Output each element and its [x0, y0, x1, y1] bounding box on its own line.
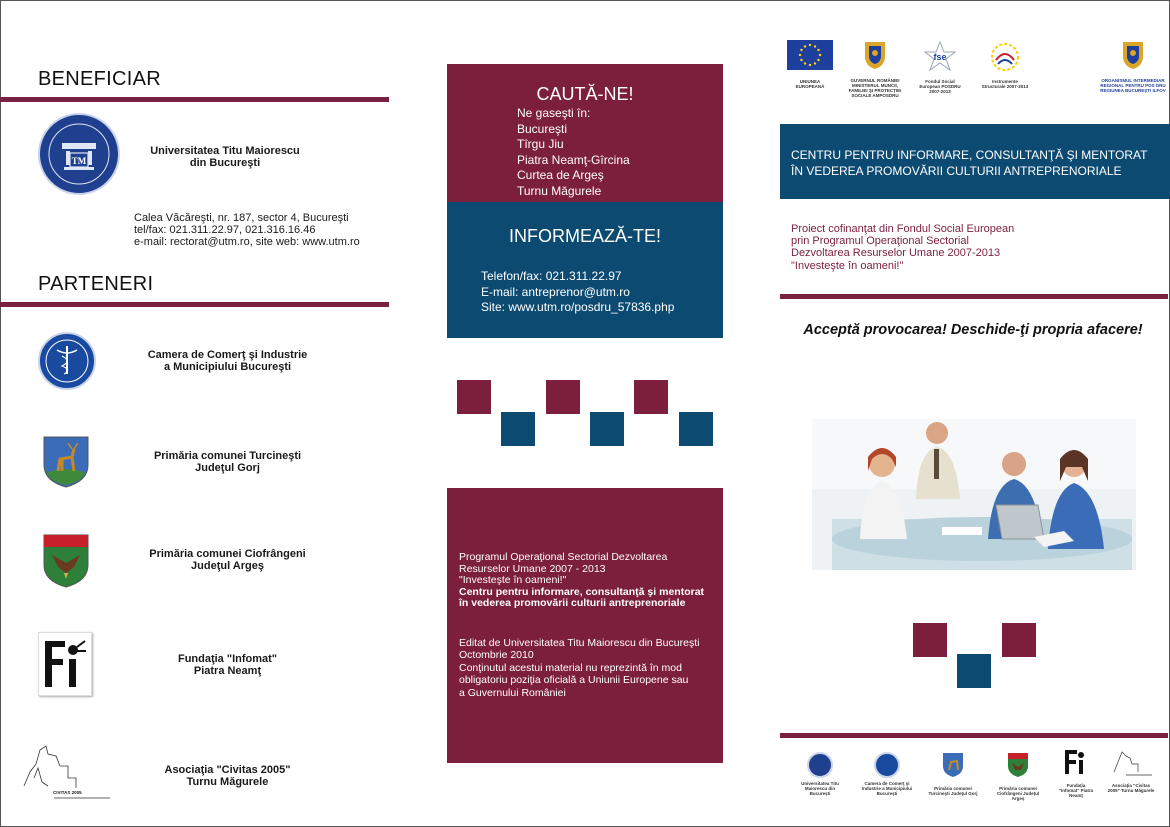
romania-coat-of-arms-icon — [1100, 40, 1166, 70]
partner-5-line2: Turnu Măgurele — [186, 776, 269, 788]
partner-4-line1: Fundaţia "Infomat" — [177, 653, 278, 665]
intermediate-body-caption: ORGANISMUL INTERMEDIAR REGIONAL PENTRU POS DRU REGIUNEA BUCUREŞTI ILFOV — [1100, 78, 1166, 93]
bottom-logo-caption: Primăria comunei Ciofrângeni Judeţul Argeş — [996, 786, 1040, 801]
partner-2-name — [140, 450, 315, 474]
caduceus-small-icon — [874, 752, 900, 778]
bottom-logo-civitas — [1106, 748, 1156, 794]
university-name — [140, 145, 310, 169]
eagle-shield-small-icon — [993, 752, 1043, 778]
utm-emblem-icon — [40, 115, 118, 193]
parteneri-rule — [0, 302, 389, 307]
civitas-logo — [20, 742, 110, 800]
fse-logo — [915, 40, 965, 94]
partner-1-name — [140, 349, 315, 373]
address-text: Calea Văcăreşti, nr. 187, sector 4, Bucureşti — [134, 212, 349, 224]
edited-line: a Guvernului României — [459, 686, 566, 699]
decor-square-maroon — [546, 380, 580, 414]
contact-block — [481, 269, 674, 316]
structural-caption: Instrumente Structurale 2007-2013 — [981, 79, 1029, 89]
romanian-government-logo — [845, 40, 905, 98]
office-people-illustration — [812, 419, 1136, 570]
partner-2-line1: Primăria comunei Turcineşti — [153, 450, 302, 462]
svg-text:fse: fse — [933, 52, 947, 62]
government-caption: GUVERNUL ROMÂNIEI MINISTERUL MUNCII, FAMILIEI ŞI PROTECŢIEI SOCIALE AMPOSDRU — [848, 78, 902, 98]
fi-logo-icon — [39, 633, 91, 695]
centre-title-line: Centru pentru informare, consultanţă şi mentorat — [459, 585, 705, 598]
decor-square-blue — [957, 654, 991, 688]
centre-title-line: în vederea promovării culturii antreprenoriale — [459, 597, 686, 610]
edited-line: Octombrie 2010 — [459, 649, 534, 662]
project-line: prin Programul Operaţional Sectorial — [791, 235, 969, 248]
location-item: Tîrgu Jiu — [517, 137, 564, 152]
deer-shield-small-icon — [928, 752, 978, 778]
banner-line2: ÎN VEDEREA PROMOVĂRII CULTURII ANTREPRENORIALE — [791, 164, 1122, 178]
contact-email: E-mail: antreprenor@utm.ro — [481, 284, 630, 299]
university-name-line2: din Bucureşti — [189, 157, 261, 169]
decor-square-blue — [679, 412, 713, 446]
centre-banner-text — [791, 147, 1169, 179]
partner-5-line1: Asociaţia "Civitas 2005" — [164, 764, 291, 776]
location-item: Bucureşti — [517, 121, 568, 136]
contact-phone: Telefon/fax: 021.311.22.97 — [481, 269, 622, 283]
partner-3-line2: Judeţul Argeş — [191, 560, 264, 572]
partner-1-line1: Camera de Comerţ şi Industrie — [147, 349, 308, 361]
project-line: "Investeşte în oameni!" — [791, 259, 904, 272]
banner-line1: CENTRU PENTRU INFORMARE, CONSULTANŢĂ ŞI MENTORAT — [791, 148, 1148, 162]
structural-instruments-logo — [980, 40, 1030, 90]
decor-square-blue — [590, 412, 624, 446]
utm-logo — [38, 113, 120, 195]
edited-text — [459, 637, 721, 699]
svg-text:TM: TM — [71, 156, 87, 166]
partner-5-name — [140, 764, 315, 788]
bottom-logo-utm — [795, 752, 845, 794]
fi-small-icon — [1058, 748, 1094, 776]
edited-line: Conţinutul acestui material nu reprezintă în mod — [459, 661, 682, 674]
civitas-caption: CIVITAS 2005 — [53, 790, 82, 795]
infomat-logo — [38, 632, 92, 696]
fse-star-icon — [915, 40, 965, 74]
beneficiar-heading: BENEFICIAR — [38, 68, 162, 90]
programme-line: "Investeşte în oameni!" — [459, 574, 567, 587]
partner-1-line2: a Municipiului Bucureşti — [163, 361, 292, 373]
decor-square-maroon — [913, 623, 947, 657]
bottom-logo-caption: Asociaţia "Civitas 2005" Turnu Măgurele — [1107, 783, 1155, 793]
right-rule-top — [780, 294, 1168, 299]
parteneri-heading: PARTENERI — [38, 273, 154, 295]
programme-line: Resurselor Umane 2007 - 2013 — [459, 562, 606, 575]
edited-line: obligatoriu poziţia oficială a Uniunii Europene sau — [459, 674, 689, 687]
eu-caption: UNIUNEA EUROPEANĂ — [795, 79, 825, 89]
bottom-logo-caption: Universitatea Titu Maiorescu din Bucureşti — [801, 781, 839, 796]
beneficiar-rule — [0, 97, 389, 102]
partner-4-line2: Piatra Neamţ — [193, 665, 262, 677]
programme-line: Programul Operaţional Sectorial Dezvoltarea — [459, 551, 668, 563]
business-team-photo — [812, 419, 1136, 570]
contact-site: Site: www.utm.ro/posdru_57836.php — [481, 300, 675, 314]
structural-instruments-icon — [980, 40, 1030, 74]
phone-text: tel/fax: 021.311.22.97, 021.316.16.46 — [134, 224, 316, 236]
deer-shield-icon — [42, 435, 90, 489]
eagle-shield-icon — [42, 533, 90, 589]
romania-coat-of-arms-icon — [845, 40, 905, 70]
centre-banner — [780, 124, 1170, 199]
partner-3-line1: Primăria comunei Ciofrângeni — [149, 548, 306, 560]
university-contact — [134, 212, 384, 248]
location-item: Curtea de Argeş — [517, 168, 604, 183]
bottom-logo-infomat — [1058, 748, 1094, 798]
intermediate-body-logo — [1100, 40, 1166, 98]
decor-square-maroon — [634, 380, 668, 414]
bottom-logo-caption: Camera de Comerţ şi Industrie a Municipiului Bucureşti — [861, 781, 913, 796]
informeaza-title: INFORMEAZĂ-TE! — [509, 226, 661, 246]
bottom-logo-ciofrangeni — [993, 752, 1043, 801]
programme-text — [459, 552, 721, 610]
cauta-title: CAUTĂ-NE! — [536, 84, 634, 104]
decor-square-blue — [501, 412, 535, 446]
cauta-panel — [447, 64, 723, 202]
bottom-logo-turcinesti — [928, 752, 978, 794]
partner-3-name — [140, 548, 315, 572]
project-text — [791, 223, 1161, 272]
email-text: e-mail: rectorat@utm.ro, site web: www.utm.ro — [134, 236, 360, 248]
cauta-line: Ne gaseşti în: — [517, 106, 591, 120]
project-line: Proiect cofinanţat din Fondul Social European — [791, 223, 1015, 235]
bottom-logo-caption: Fundaţia "Infomat" Piatra Neamţ — [1058, 783, 1094, 798]
partner-4-name — [140, 653, 315, 677]
partner-2-line2: Judeţul Gorj — [195, 462, 260, 474]
informeaza-panel — [447, 202, 723, 338]
bottom-logo-caption: Primăria comunei Turcineşti Judeţul Gorj — [928, 786, 978, 796]
project-line: Dezvoltarea Resurselor Umane 2007-2013 — [791, 247, 1001, 260]
location-item: Turnu Măgurele — [517, 183, 602, 198]
caduceus-icon — [40, 334, 94, 388]
eu-flag-icon — [787, 40, 833, 70]
right-rule-bottom — [780, 733, 1168, 738]
edited-line: Editat de Universitatea Titu Maiorescu din Bucureşti — [459, 637, 700, 649]
location-item: Piatra Neamţ-Gîrcina — [517, 152, 630, 167]
decor-square-maroon — [457, 380, 491, 414]
ciofrangeni-coat-of-arms — [42, 533, 90, 589]
fse-caption: Fondul Social European POSDRU 2007-2013 — [919, 79, 961, 94]
slogan: Acceptă provocarea! Deschide-ţi propria afacere! — [803, 322, 1143, 338]
chamber-of-commerce-logo — [38, 332, 96, 390]
university-name-line1: Universitatea Titu Maiorescu — [150, 145, 300, 157]
info-panel — [447, 488, 723, 763]
civitas-small-icon — [1106, 748, 1156, 776]
turcinesti-coat-of-arms — [42, 435, 90, 489]
eu-logo — [787, 40, 833, 89]
cauta-locations — [517, 106, 630, 200]
bottom-logo-chamber — [860, 752, 914, 794]
utm-small-icon — [807, 752, 833, 778]
decor-square-maroon — [1002, 623, 1036, 657]
